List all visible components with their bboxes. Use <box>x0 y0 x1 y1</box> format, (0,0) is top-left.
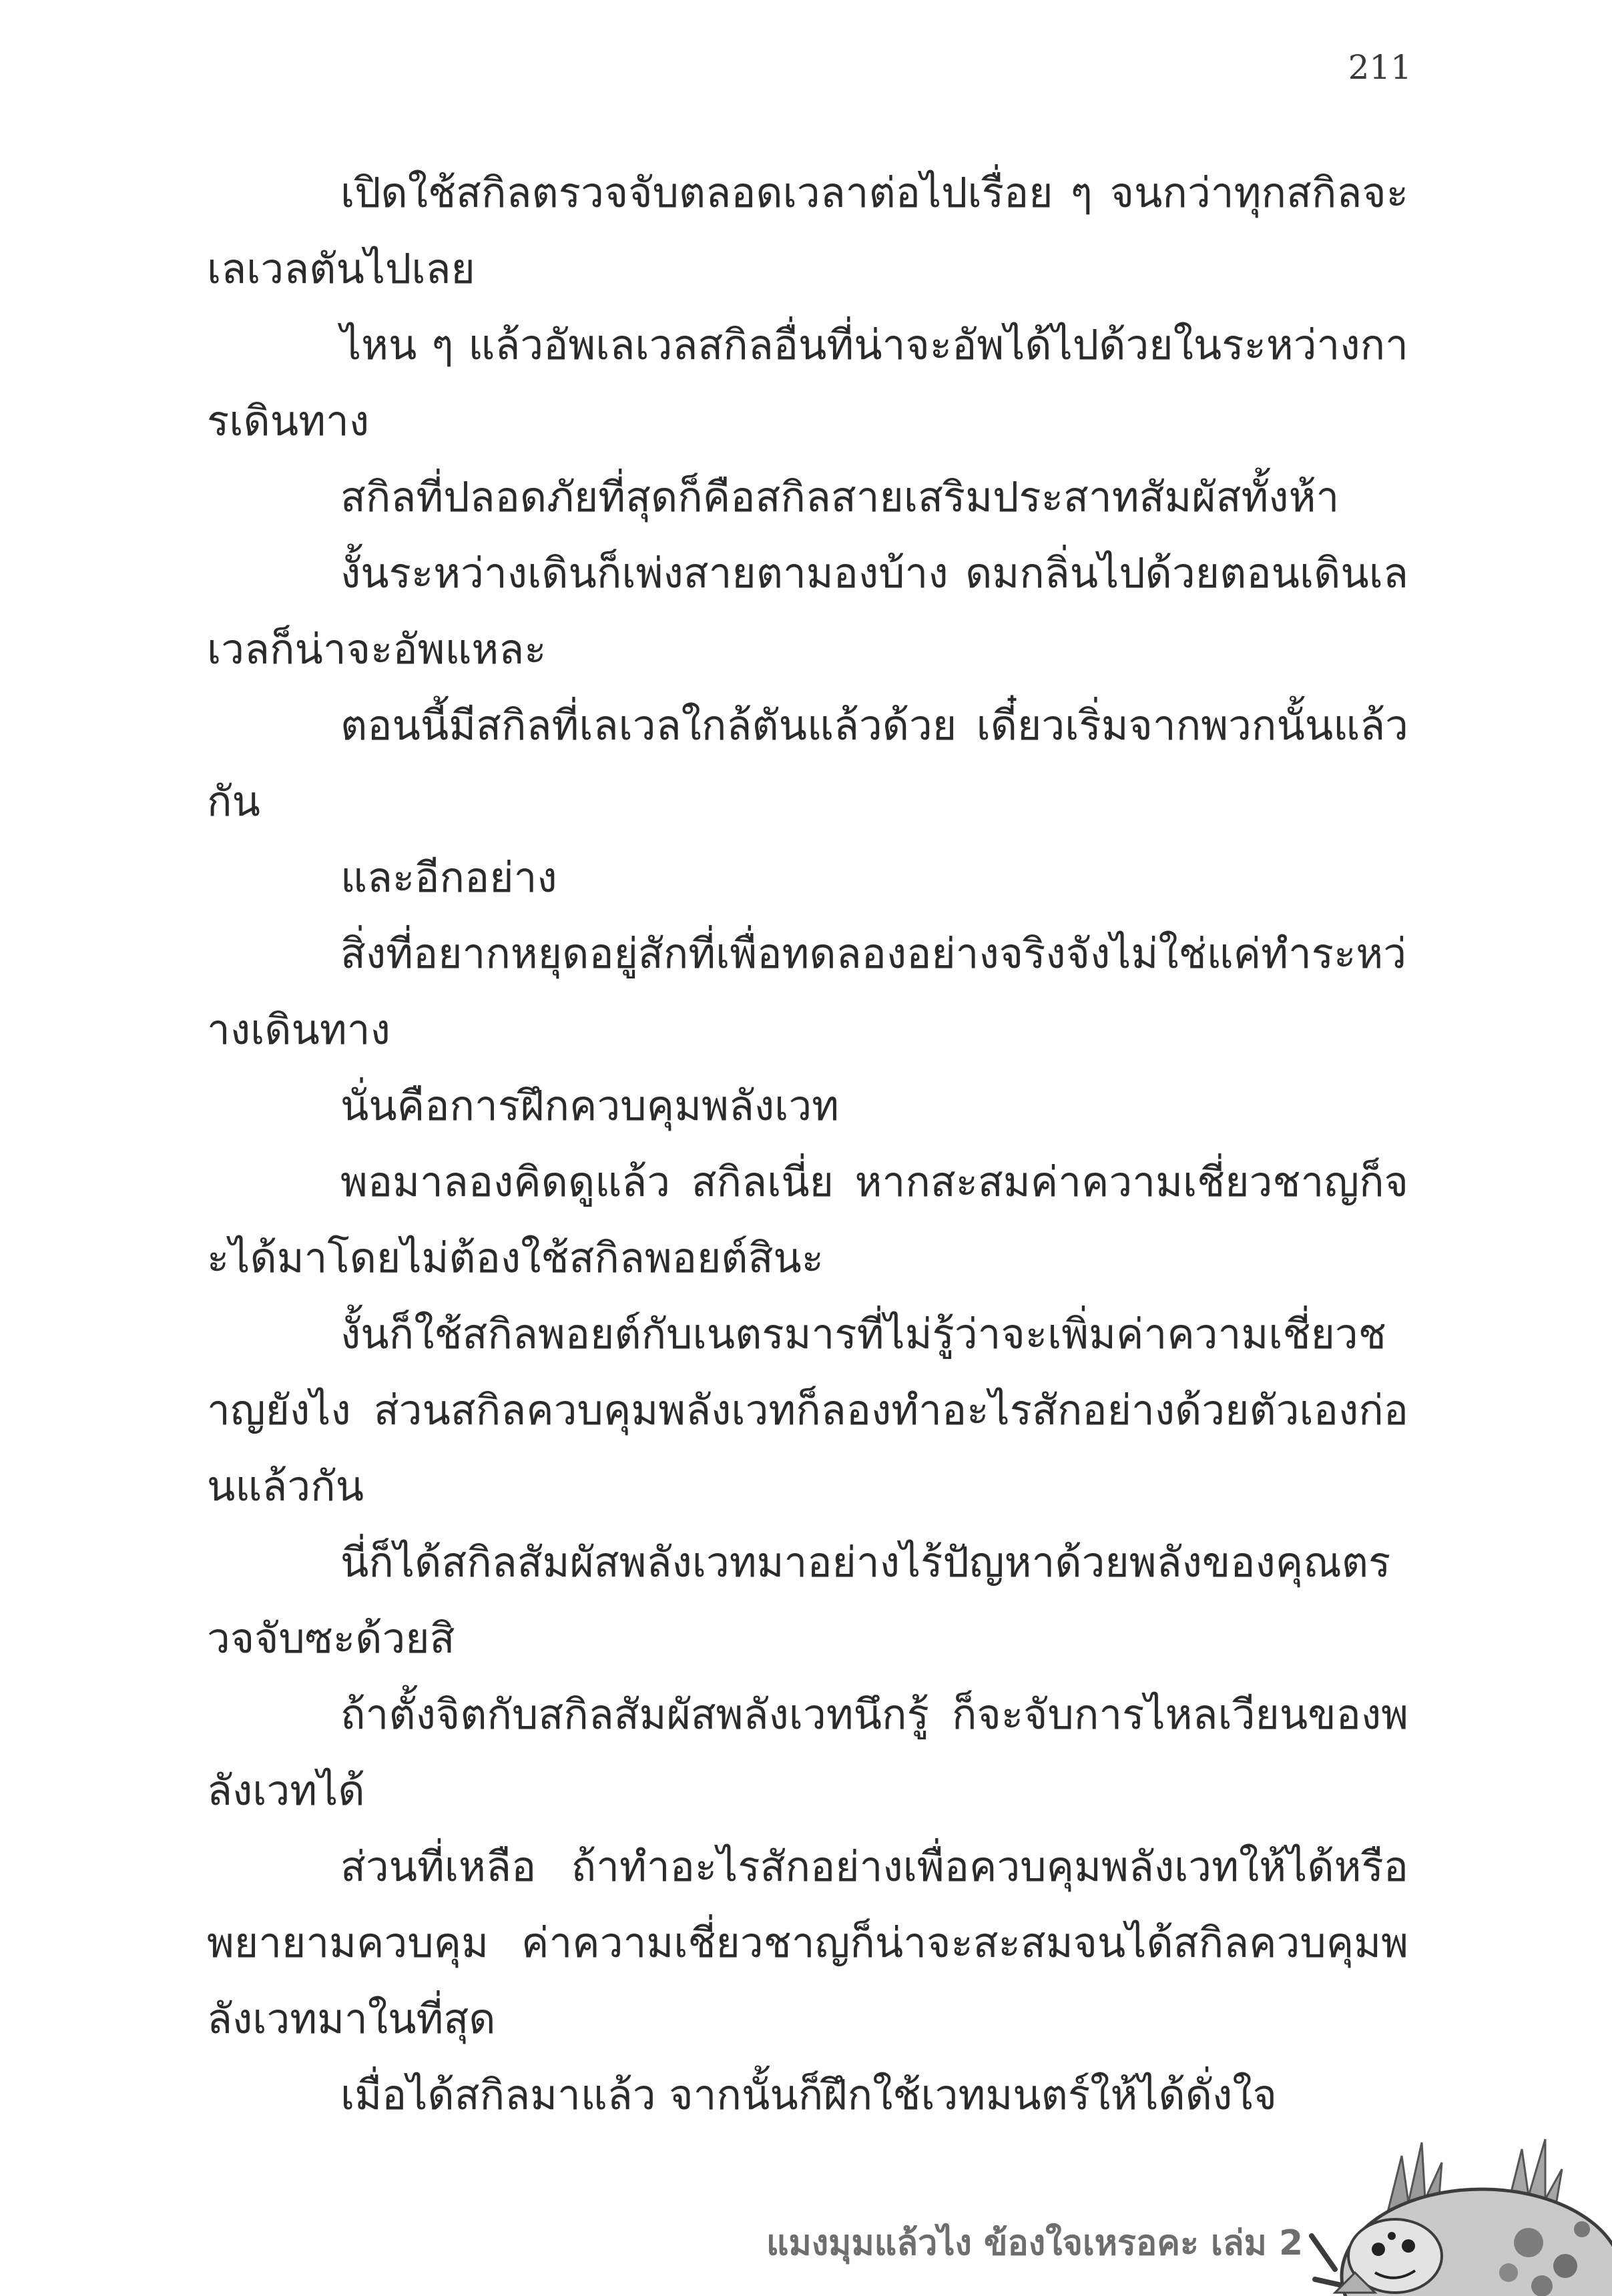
paragraph: นั่นคือการฝึกควบคุมพลังเวท <box>340 1081 839 1130</box>
footer-book-title: แมงมุมแล้วไง ข้องใจเหรอคะ เล่ม 2 <box>766 2223 1304 2263</box>
paragraph: ตอนนี้มีสกิลที่เลเวลใกล้ตันแล้วด้วย เดี๋ยวเริ่มจากพวกนั้นแล้วกัน <box>207 701 1408 826</box>
paragraph: งั้นก็ใช้สกิลพอยต์กับเนตรมารที่ไม่รู้ว่าจะเพิ่มค่าความเชี่ยวชาญยังไง ส่วนสกิลควบคุมพลังเวทก็ลองทำอะไรสักอย่างด้วยตัวเองก่อนแล้วกัน <box>207 1310 1408 1510</box>
paragraph: งั้นระหว่างเดินก็เพ่งสายตามองบ้าง ดมกลิ่นไปด้วยตอนเดินเลเวลก็น่าจะอัพแหละ <box>207 549 1408 673</box>
body-text <box>207 155 1408 2133</box>
paragraph: และอีกอย่าง <box>340 853 557 902</box>
paragraph: เมื่อได้สกิลมาแล้ว จากนั้นก็ฝึกใช้เวทมนตร์ให้ได้ดั่งใจ <box>340 2070 1277 2119</box>
paragraph: นี่ก็ได้สกิลสัมผัสพลังเวทมาอย่างไร้ปัญหาด้วยพลังของคุณตรวจจับซะด้วยสิ <box>207 1538 1391 1663</box>
paragraph: สกิลที่ปลอดภัยที่สุดก็คือสกิลสายเสริมประสาทสัมผัสทั้งห้า <box>340 473 1340 521</box>
paragraph: ถ้าตั้งจิตกับสกิลสัมผัสพลังเวทนึกรู้ ก็จะจับการไหลเวียนของพลังเวทได้ <box>207 1690 1408 1815</box>
spider-mascot-icon <box>1308 2129 1612 2296</box>
page-number: 211 <box>1348 48 1412 87</box>
paragraph: ส่วนที่เหลือ ถ้าทำอะไรสักอย่างเพื่อควบคุมพลังเวทให้ได้หรือพยายามควบคุม ค่าความเชี่ยวชาญก็น่าจะสะสมจนได้สกิลควบคุมพลังเวทมาในที่สุด <box>207 1842 1408 2043</box>
paragraph: เปิดใช้สกิลตรวจจับตลอดเวลาต่อไปเรื่อย ๆ จนกว่าทุกสกิลจะเลเวลตันไปเลย <box>207 168 1408 293</box>
paragraph: สิ่งที่อยากหยุดอยู่สักที่เพื่อทดลองอย่างจริงจังไม่ใช่แค่ทำระหว่างเดินทาง <box>207 929 1407 1054</box>
paragraph: ไหน ๆ แล้วอัพเลเวลสกิลอื่นที่น่าจะอัพได้ไปด้วยในระหว่างการเดินทาง <box>207 320 1408 445</box>
paragraph: พอมาลองคิดดูแล้ว สกิลเนี่ย หากสะสมค่าความเชี่ยวชาญก็จะได้มาโดยไม่ต้องใช้สกิลพอยต์สินะ <box>207 1157 1408 1282</box>
